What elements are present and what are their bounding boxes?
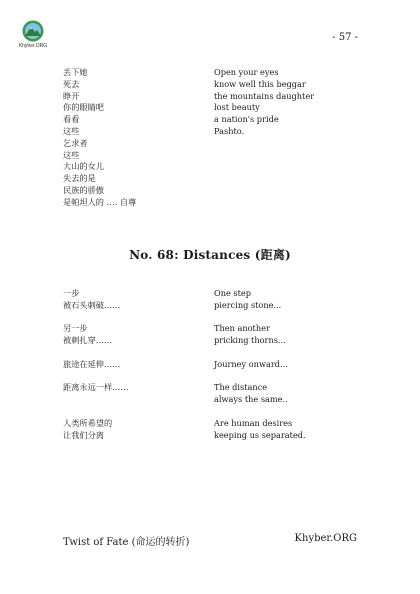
poem-line: Journey onward... [214,358,288,369]
stanza-gap [63,312,129,324]
poem-line: 这些 [63,125,80,136]
poem-line: 大山的女儿 [63,161,104,172]
poem-line: 另一步 [63,323,88,334]
poem-line: The distance [214,382,268,393]
poem-line: 乞求者 [63,137,88,148]
site-logo [16,20,50,49]
stanza-gap [214,371,306,383]
poem-line: One step [214,288,252,298]
poem-line: 民族的骄傲 [63,184,104,195]
stanza-gap [63,406,129,418]
poem-line: 被石头刺破…… [63,299,121,310]
poem-line: 一步 [63,288,80,298]
poem-title: No. 68: Distances (距离) [129,248,291,262]
stanza1-chinese [63,67,136,209]
poem-line: keeping us separated. [214,429,306,440]
line-spacer [63,394,129,406]
poem-line: the mountains daughter [214,90,315,101]
poem-line: Are human desires [214,417,293,428]
poem-line: a nation's pride [214,114,279,125]
footer-book-title: Twist of Fate (命运的转折) [63,537,190,548]
poem-line: 睁开 [63,90,80,101]
stanza2-english [214,288,306,441]
poem-line: 你的眼睛吧 [63,102,104,113]
poem-line: 让我们分离 [63,429,104,440]
stanza-gap [214,312,306,324]
poem-line: 旅途在延伸…… [63,358,121,369]
poem-line: 丢下她 [63,67,88,77]
stanza-gap [63,371,129,383]
poem-line: always the same.. [214,394,288,405]
mountain-logo-icon [22,20,44,42]
poem-line: piercing stone... [214,299,282,310]
page-number: - 57 - [332,32,358,43]
poem-line: 距离永远一样…… [63,382,129,393]
poem-line: Open your eyes [214,67,279,77]
poem-line: 这些 [63,149,80,160]
poem-line: pricking thorns... [214,335,286,346]
footer-site: Khyber.ORG [294,533,357,544]
stanza-gap [214,347,306,359]
poem-line: 失去的是 [63,173,96,184]
stanza-gap [214,406,306,418]
poem-line: Pashto. [214,125,245,136]
poem-line: 看看 [63,114,80,125]
poem-line: lost beauty [214,102,260,113]
poem-line: 是帕坦人的 …. 自尊 [63,196,137,207]
poem-line: 死去 [63,78,80,89]
stanza2-chinese [63,288,129,441]
stanza-gap [63,347,129,359]
poem-line: 被刺扎穿…… [63,335,113,346]
poem-line: 人类所希望的 [63,417,113,428]
logo-text: Khyber.ORG [18,43,48,49]
poem-line: know well this beggar [214,78,306,89]
stanza1-english [214,67,314,138]
poem-line: Then another [214,323,270,334]
